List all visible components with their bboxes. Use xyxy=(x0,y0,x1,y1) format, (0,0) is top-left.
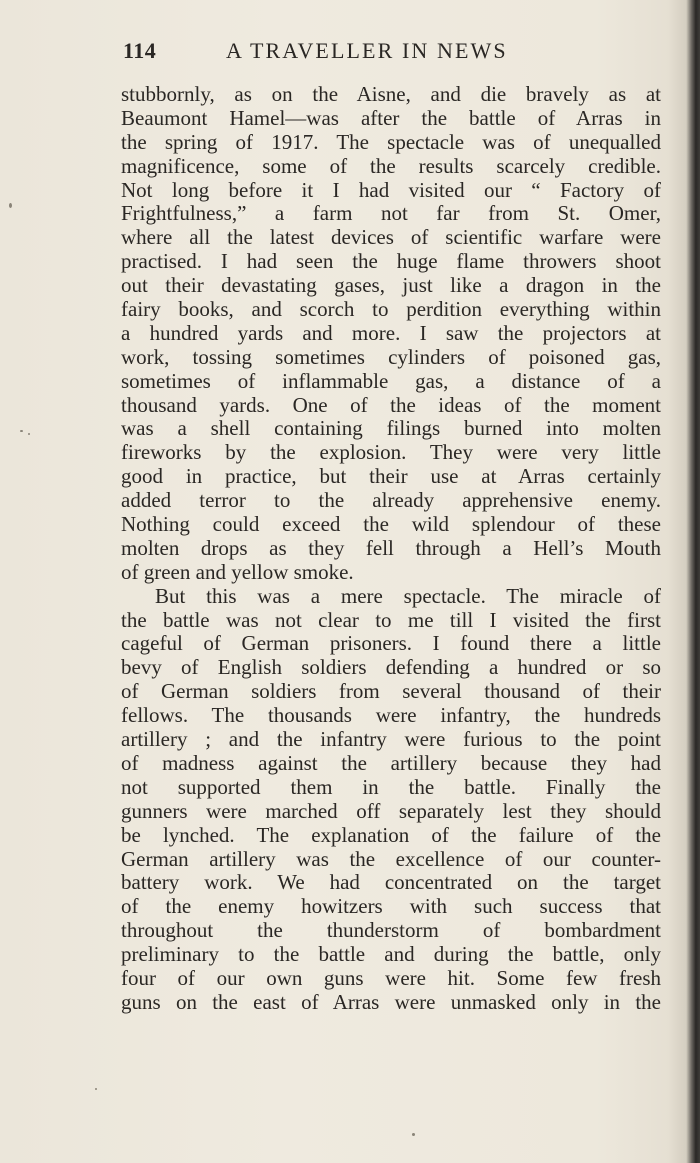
text-line: artillery ; and the infantry were furious to the point xyxy=(121,728,661,752)
text-line: Nothing could exceed the wild splendour of these xyxy=(121,513,661,537)
paper-speck xyxy=(9,203,12,208)
text-line: added terror to the already apprehensive enemy. xyxy=(121,489,661,513)
text-line: Beaumont Hamel—was after the battle of Arras in xyxy=(121,106,661,130)
text-line: thousand yards. One of the ideas of the moment xyxy=(121,393,661,417)
text-line: German artillery was the excellence of our counter- xyxy=(121,847,661,871)
page-gutter-shadow xyxy=(668,0,686,1163)
text-line: bevy of English soldiers defending a hundred or so xyxy=(121,656,661,680)
text-line: throughout the thunderstorm of bombardment xyxy=(121,919,661,943)
text-line: stubbornly, as on the Aisne, and die bravely as at xyxy=(121,83,661,106)
text-line: where all the latest devices of scientific warfare were xyxy=(121,226,661,250)
text-line: preliminary to the battle and during the battle, only xyxy=(121,943,661,967)
text-line: of the enemy howitzers with such success that xyxy=(121,895,661,919)
text-line: was a shell containing filings burned into molten xyxy=(121,417,661,441)
text-line: fellows. The thousands were infantry, the hundreds xyxy=(121,704,661,728)
text-line: Not long before it I had visited our “ Factory of xyxy=(121,178,661,202)
text-line: battery work. We had concentrated on the target xyxy=(121,871,661,895)
page-number: 114 xyxy=(123,38,157,63)
paragraph-end-line: of green and yellow smoke. xyxy=(121,560,354,584)
text-line: cageful of German prisoners. I found there a little xyxy=(121,632,661,656)
text-line: not supported them in the battle. Finally the xyxy=(121,775,661,799)
paper-speck xyxy=(412,1133,415,1136)
text-line: sometimes of inflammable gas, a distance of a xyxy=(121,369,661,393)
text-line: magnificence, some of the results scarcely credible. xyxy=(121,154,661,178)
text-line: guns on the east of Arras were unmasked only in the xyxy=(121,990,661,1014)
text-line: work, tossing sometimes cylinders of poisoned gas, xyxy=(121,345,661,369)
text-line: practised. I had seen the huge flame throwers shoot xyxy=(121,250,661,274)
text-line: molten drops as they fell through a Hell’s Mouth xyxy=(121,536,661,560)
paragraph-start-line: But this was a mere spectacle. The miracle of xyxy=(155,584,661,608)
page-edge xyxy=(686,0,700,1163)
text-line: fireworks by the explosion. They were very little xyxy=(121,441,661,465)
text-line: gunners were marched off separately lest they should xyxy=(121,799,661,823)
text-line: the spring of 1917. The spectacle was of unequalled xyxy=(121,130,661,154)
text-line: fairy books, and scorch to perdition everything within xyxy=(121,298,661,322)
text-line: Frightfulness,” a farm not far from St. Omer, xyxy=(121,202,661,226)
paper-speck xyxy=(95,1088,97,1090)
paper-speck xyxy=(28,433,30,435)
paper-speck xyxy=(20,430,23,432)
running-head xyxy=(123,38,663,68)
book-title: A TRAVELLER IN NEWS xyxy=(226,38,508,63)
text-line: of madness against the artillery because they had xyxy=(121,751,661,775)
text-line: four of our own guns were hit. Some few fresh xyxy=(121,966,661,990)
text-line: of German soldiers from several thousand of their xyxy=(121,680,661,704)
text-line: a hundred yards and more. I saw the projectors at xyxy=(121,321,661,345)
body-text xyxy=(121,83,661,1015)
text-line: out their devastating gases, just like a dragon in the xyxy=(121,274,661,298)
text-line: the battle was not clear to me till I visited the first xyxy=(121,608,661,632)
text-line: be lynched. The explanation of the failure of the xyxy=(121,823,661,847)
text-line: good in practice, but their use at Arras certainly xyxy=(121,465,661,489)
